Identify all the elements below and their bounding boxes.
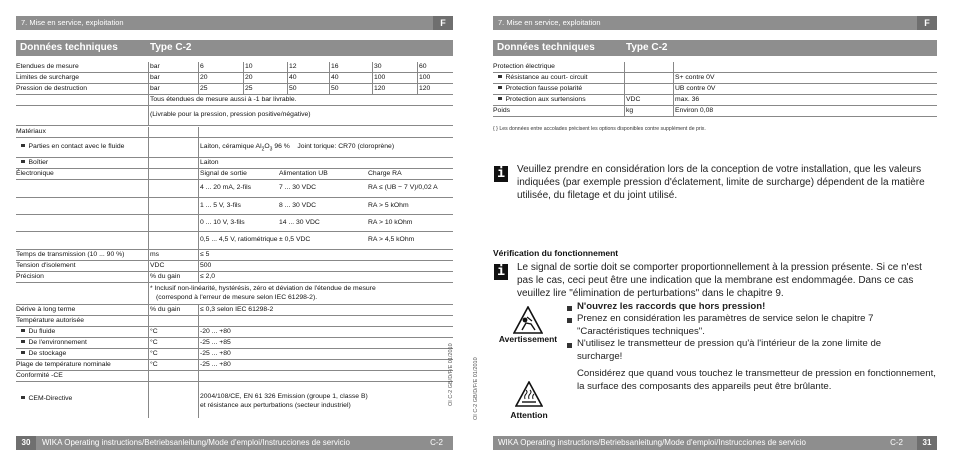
bullet-icon [21, 144, 25, 148]
table-cell: 16 [331, 63, 339, 70]
row-label [493, 96, 586, 104]
row-label-text: Protection fausse polarité [505, 85, 583, 92]
table-row-signal-3 [16, 215, 453, 232]
table-cell: ≤ 2,0 [200, 273, 216, 280]
column-divider [198, 382, 199, 418]
table-row-signal-2 [16, 198, 453, 215]
column-divider [198, 198, 199, 214]
row-label [16, 339, 87, 347]
value-subscript: 2 [261, 146, 265, 153]
row-label-text: CEM-Directive [28, 395, 73, 402]
info-icon: i [494, 264, 508, 280]
table-row-response [16, 250, 453, 261]
table-header [16, 40, 453, 56]
footnote: { } Les données entre accolades précisent les options disponibles contre supplément de prix. [493, 126, 706, 132]
table-cell: -25 ... +85 [200, 339, 231, 346]
column-divider [372, 73, 373, 83]
column-divider [148, 169, 149, 179]
footer-model: C-2 [430, 438, 443, 447]
table-cell: ± 0,5 VDC [279, 236, 311, 243]
row-label-text: De stockage [28, 350, 67, 357]
attention-text: Considérez que quand vous touchez le transmetteur de pression en fonctionnement, la surface des composants des appareils peut être brûlante. [577, 368, 936, 392]
table-cell: 120 [374, 85, 386, 92]
table-row-drift [16, 305, 453, 316]
table-cell: -25 ... +80 [200, 350, 231, 357]
value-subscript: 3 [269, 146, 273, 153]
table-cell: et résistance aux perturbations (secteur industriel) [200, 402, 351, 409]
table-cell: 12 [289, 63, 297, 70]
language-badge: F [433, 16, 453, 30]
table-cell: ≤ 5 [200, 251, 210, 258]
column-divider [148, 371, 149, 381]
table-cell [200, 143, 394, 153]
left-page [16, 0, 453, 471]
column-divider [148, 232, 149, 249]
column-divider [148, 95, 149, 105]
table-row-protection [493, 62, 937, 73]
table-row-wetted [16, 138, 453, 158]
column-divider [198, 232, 199, 249]
document-code: OI C-2 GB/D/F/E 01/2010 [448, 343, 454, 406]
column-divider [243, 62, 244, 72]
table-cell: Charge RA [368, 170, 402, 177]
row-label: Plage de température nominale [16, 361, 111, 368]
table-cell: UB contre 0V [675, 85, 716, 92]
table-cell: 50 [331, 85, 339, 92]
column-divider [198, 305, 199, 315]
column-divider [148, 349, 149, 359]
table-cell: 20 [200, 74, 208, 81]
warning-item: N'utilisez le transmetteur de pression qu'à l'intérieur de la zone limite de surcharge! [577, 338, 882, 362]
table-heading: Données techniques [20, 42, 118, 53]
column-divider [148, 327, 149, 337]
value-part: Laiton, céramique Al [200, 143, 262, 150]
table-row-short-circuit [493, 73, 937, 84]
info-icon: i [494, 166, 508, 182]
bullet-icon [498, 86, 502, 90]
table-row-temp-ambient [16, 338, 453, 349]
column-divider [198, 316, 199, 326]
table-cell: (correspond à l'erreur de mesure selon IEC 61298-2). [156, 294, 318, 301]
column-divider [198, 158, 199, 168]
bullet-icon [498, 75, 502, 79]
hot-surface-icon [515, 381, 543, 407]
row-label-text: Protection aux surtensions [505, 96, 586, 103]
table-cell: 50 [289, 85, 297, 92]
warning-item: N'ouvrez les raccords que hors pression! [577, 301, 766, 312]
row-unit: ms [150, 251, 160, 258]
row-label-text: Boîtier [28, 159, 49, 166]
table-cell: 2004/108/CE, EN 61 326 Emission (groupe 1, classe B) [200, 393, 368, 400]
row-label [16, 395, 72, 403]
column-divider [148, 62, 149, 72]
table-cell: 60 [419, 63, 427, 70]
table-row-case [16, 158, 453, 169]
row-label-text: De l'environnement [28, 339, 87, 346]
page-footer [16, 436, 453, 450]
bullet-icon [21, 351, 25, 355]
table-cell: S+ contre 0V [675, 74, 715, 81]
row-label [16, 143, 124, 151]
footer-text: WIKA Operating instructions/Betriebsanleitung/Mode d'emploi/Instrucciones de servicio [42, 438, 350, 447]
table-cell: 0 ... 10 V, 3-fils [200, 219, 245, 226]
column-divider [198, 250, 199, 260]
table-cell: RA > 10 kOhm [368, 219, 413, 226]
column-divider [148, 138, 149, 157]
column-divider [624, 73, 625, 83]
column-divider [624, 95, 625, 105]
column-divider [198, 62, 199, 72]
row-unit: VDC [626, 96, 641, 103]
column-divider [198, 360, 199, 370]
table-cell: RA > 5 kOhm [368, 202, 409, 209]
table-row-insulation [16, 261, 453, 272]
right-page [473, 0, 937, 471]
table-row-temps [16, 316, 453, 327]
column-divider [148, 305, 149, 315]
table-cell: Signal de sortie [200, 170, 247, 177]
value-part: O [264, 143, 270, 150]
table-row-weight [493, 106, 937, 117]
warning-icon [513, 306, 543, 334]
table-row-ranges [16, 62, 453, 73]
row-unit: VDC [150, 262, 165, 269]
column-divider [198, 272, 199, 282]
footer-model: C-2 [890, 438, 903, 447]
table-cell: 100 [374, 74, 386, 81]
row-label [493, 74, 587, 82]
column-divider [417, 73, 418, 83]
value-part: 96 % Joint torique: CR70 (cloroprène) [272, 143, 395, 150]
check-paragraph: Le signal de sortie doit se comporter proportionnellement à la pression présente. Si ce n'est pas le cas, ceci peut être une indication que la membrane est endommagée. Dans ce cas veuillez lire "élimination de perturbations" dans le chapitre 9. [517, 262, 922, 299]
column-divider [673, 73, 674, 83]
column-divider [148, 215, 149, 231]
row-unit: °C [150, 339, 158, 346]
table-row-temp-medium [16, 327, 453, 338]
column-divider [287, 73, 288, 83]
column-divider [624, 106, 625, 116]
page-header-title: 7. Mise en service, exploitation [498, 18, 601, 27]
row-unit: kg [626, 107, 634, 114]
table-row-materials [16, 127, 453, 138]
table-cell: Environ 0,08 [675, 107, 714, 114]
table-cell: -25 ... +80 [200, 361, 231, 368]
table-row-signal-1 [16, 180, 453, 198]
table-cell: max. 36 [675, 96, 700, 103]
column-divider [148, 73, 149, 83]
bullet-icon [21, 329, 25, 333]
table-cell: Tous étendues de mesure aussi à -1 bar livrable. [150, 96, 297, 103]
row-label [16, 328, 55, 336]
document-code: OI C-2 GB/D/F/E 01/2010 [473, 357, 479, 420]
column-divider [329, 62, 330, 72]
column-divider [148, 127, 149, 137]
column-divider [243, 73, 244, 83]
row-label-text: Résistance au court- circuit [505, 74, 588, 81]
column-divider [148, 84, 149, 94]
table-cell: * Inclusif non-linéarité, hystérésis, zéro et déviation de l'étendue de mesure [150, 285, 376, 292]
table-row-overload [16, 73, 453, 84]
row-label: Électronique [16, 170, 54, 177]
row-label: Pression de destruction [16, 85, 88, 92]
page-number: 30 [16, 436, 36, 450]
section-heading: Vérification du fonctionnement [493, 248, 619, 258]
row-label: Tension d'isolement [16, 262, 76, 269]
row-unit: bar [150, 74, 160, 81]
bullet-icon [21, 340, 25, 344]
attention-label: Attention [510, 410, 548, 420]
table-cell: 100 [419, 74, 431, 81]
page-header-title: 7. Mise en service, exploitation [21, 18, 124, 27]
row-label: Conformité -CE [16, 372, 63, 379]
bullet-icon [21, 396, 25, 400]
table-cell: (Livrable pour la pression, pression positive/négative) [150, 111, 311, 118]
info-paragraph: Veuillez prendre en considération lors de la conception de votre installation, que les valeurs indiquées (par exemple pression d'éclatement, limite de surcharge) dépendent de la matière utilisée, du filetage et du joint utilisé. [517, 164, 925, 201]
column-divider [372, 84, 373, 94]
table-cell: Alimentation UB [279, 170, 328, 177]
language-badge: F [917, 16, 937, 30]
page-footer [493, 436, 937, 450]
column-divider [417, 84, 418, 94]
row-label: Limites de surcharge [16, 74, 80, 81]
column-divider [372, 62, 373, 72]
row-label [16, 350, 66, 358]
table-row-signal-4 [16, 232, 453, 250]
column-divider [148, 382, 149, 418]
column-divider [198, 169, 199, 179]
row-label: Température autorisée [16, 317, 85, 324]
table-row-burst [16, 84, 453, 95]
table-cell: ≤ 0,3 selon IEC 61298-2 [200, 306, 274, 313]
row-label-text: Parties en contact avec le fluide [28, 143, 125, 150]
row-label: Précision [16, 273, 44, 280]
column-divider [198, 127, 199, 137]
table-row-polarity [493, 84, 937, 95]
table-cell: 10 [245, 63, 253, 70]
table-cell: 25 [245, 85, 253, 92]
row-label: Temps de transmission (10 ... 90 %) [16, 251, 125, 258]
table-cell: 40 [289, 74, 297, 81]
table-row-accuracy [16, 272, 453, 283]
page-header [493, 16, 937, 30]
table-cell: 8 ... 30 VDC [279, 202, 317, 209]
page-number: 31 [917, 436, 937, 450]
column-divider [148, 250, 149, 260]
table-cell: 0,5 ... 4,5 V, ratiométrique [200, 236, 278, 243]
table-row-delivery [16, 106, 453, 126]
footer-text: WIKA Operating instructions/Betriebsanleitung/Mode d'emploi/Instrucciones de servicio [498, 438, 806, 447]
column-divider [198, 371, 199, 381]
column-divider [198, 261, 199, 271]
table-cell: 30 [374, 63, 382, 70]
table-cell: 120 [419, 85, 431, 92]
table-heading: Données techniques [497, 42, 595, 53]
bullet-icon [567, 306, 572, 311]
column-divider [198, 338, 199, 348]
table-type: Type C-2 [150, 42, 192, 53]
column-divider [148, 261, 149, 271]
table-header [493, 40, 937, 56]
table-cell: RA ≤ (UB − 7 V)/0,02 A [368, 184, 438, 191]
row-label [493, 85, 582, 93]
bullet-icon [567, 318, 572, 323]
column-divider [198, 180, 199, 197]
table-row-all-ranges [16, 95, 453, 106]
column-divider [198, 327, 199, 337]
column-divider [198, 349, 199, 359]
bullet-icon [21, 160, 25, 164]
row-unit: bar [150, 63, 160, 70]
table-row-surge [493, 95, 937, 106]
column-divider [673, 62, 674, 72]
column-divider [417, 62, 418, 72]
table-cell: 40 [331, 74, 339, 81]
column-divider [624, 62, 625, 72]
row-label: Etendues de mesure [16, 63, 79, 70]
table-cell: Laiton [200, 159, 219, 166]
column-divider [148, 106, 149, 125]
column-divider [148, 272, 149, 282]
table-row-temp-nominal [16, 360, 453, 371]
column-divider [624, 84, 625, 94]
row-label-text: Du fluide [28, 328, 56, 335]
column-divider [198, 84, 199, 94]
table-cell: 25 [200, 85, 208, 92]
column-divider [243, 84, 244, 94]
row-label: Matériaux [16, 128, 46, 135]
row-label [16, 159, 48, 167]
column-divider [673, 106, 674, 116]
row-label: Poids [493, 107, 511, 114]
row-unit: % du gain [150, 306, 181, 313]
warning-item: Prenez en considération les paramètres de service selon le chapitre 7 "Caractéristiques techniques". [577, 313, 874, 337]
column-divider [148, 180, 149, 197]
row-label: Dérive à long terme [16, 306, 76, 313]
column-divider [198, 73, 199, 83]
table-cell: 14 ... 30 VDC [279, 219, 320, 226]
column-divider [148, 283, 149, 304]
column-divider [287, 62, 288, 72]
table-cell: 20 [245, 74, 253, 81]
table-cell: 7 ... 30 VDC [279, 184, 317, 191]
table-cell: RA > 4,5 kOhm [368, 236, 415, 243]
table-row-ce-directive [16, 382, 453, 418]
row-unit: °C [150, 350, 158, 357]
table-cell: -20 ... +80 [200, 328, 231, 335]
table-row-temp-storage [16, 349, 453, 360]
column-divider [198, 215, 199, 231]
table-cell: 500 [200, 262, 212, 269]
bullet-icon [498, 97, 502, 101]
row-unit: bar [150, 85, 160, 92]
row-unit: °C [150, 328, 158, 335]
row-unit: % du gain [150, 273, 181, 280]
row-label: Protection électrique [493, 63, 555, 70]
column-divider [148, 198, 149, 214]
column-divider [287, 84, 288, 94]
row-unit: °C [150, 361, 158, 368]
column-divider [198, 138, 199, 157]
column-divider [329, 84, 330, 94]
page-header [16, 16, 453, 30]
table-row-electronics [16, 169, 453, 180]
bullet-icon [567, 343, 572, 348]
table-row-accuracy-note [16, 283, 453, 305]
column-divider [673, 84, 674, 94]
column-divider [148, 158, 149, 168]
table-cell: 4 ... 20 mA, 2-fils [200, 184, 251, 191]
column-divider [148, 360, 149, 370]
table-type: Type C-2 [626, 42, 668, 53]
column-divider [673, 95, 674, 105]
table-cell: 1 ... 5 V, 3-fils [200, 202, 241, 209]
table-cell: 6 [200, 63, 204, 70]
column-divider [148, 338, 149, 348]
warning-label: Avertissement [498, 334, 558, 344]
column-divider [329, 73, 330, 83]
table-row-ce [16, 371, 453, 382]
column-divider [148, 316, 149, 326]
